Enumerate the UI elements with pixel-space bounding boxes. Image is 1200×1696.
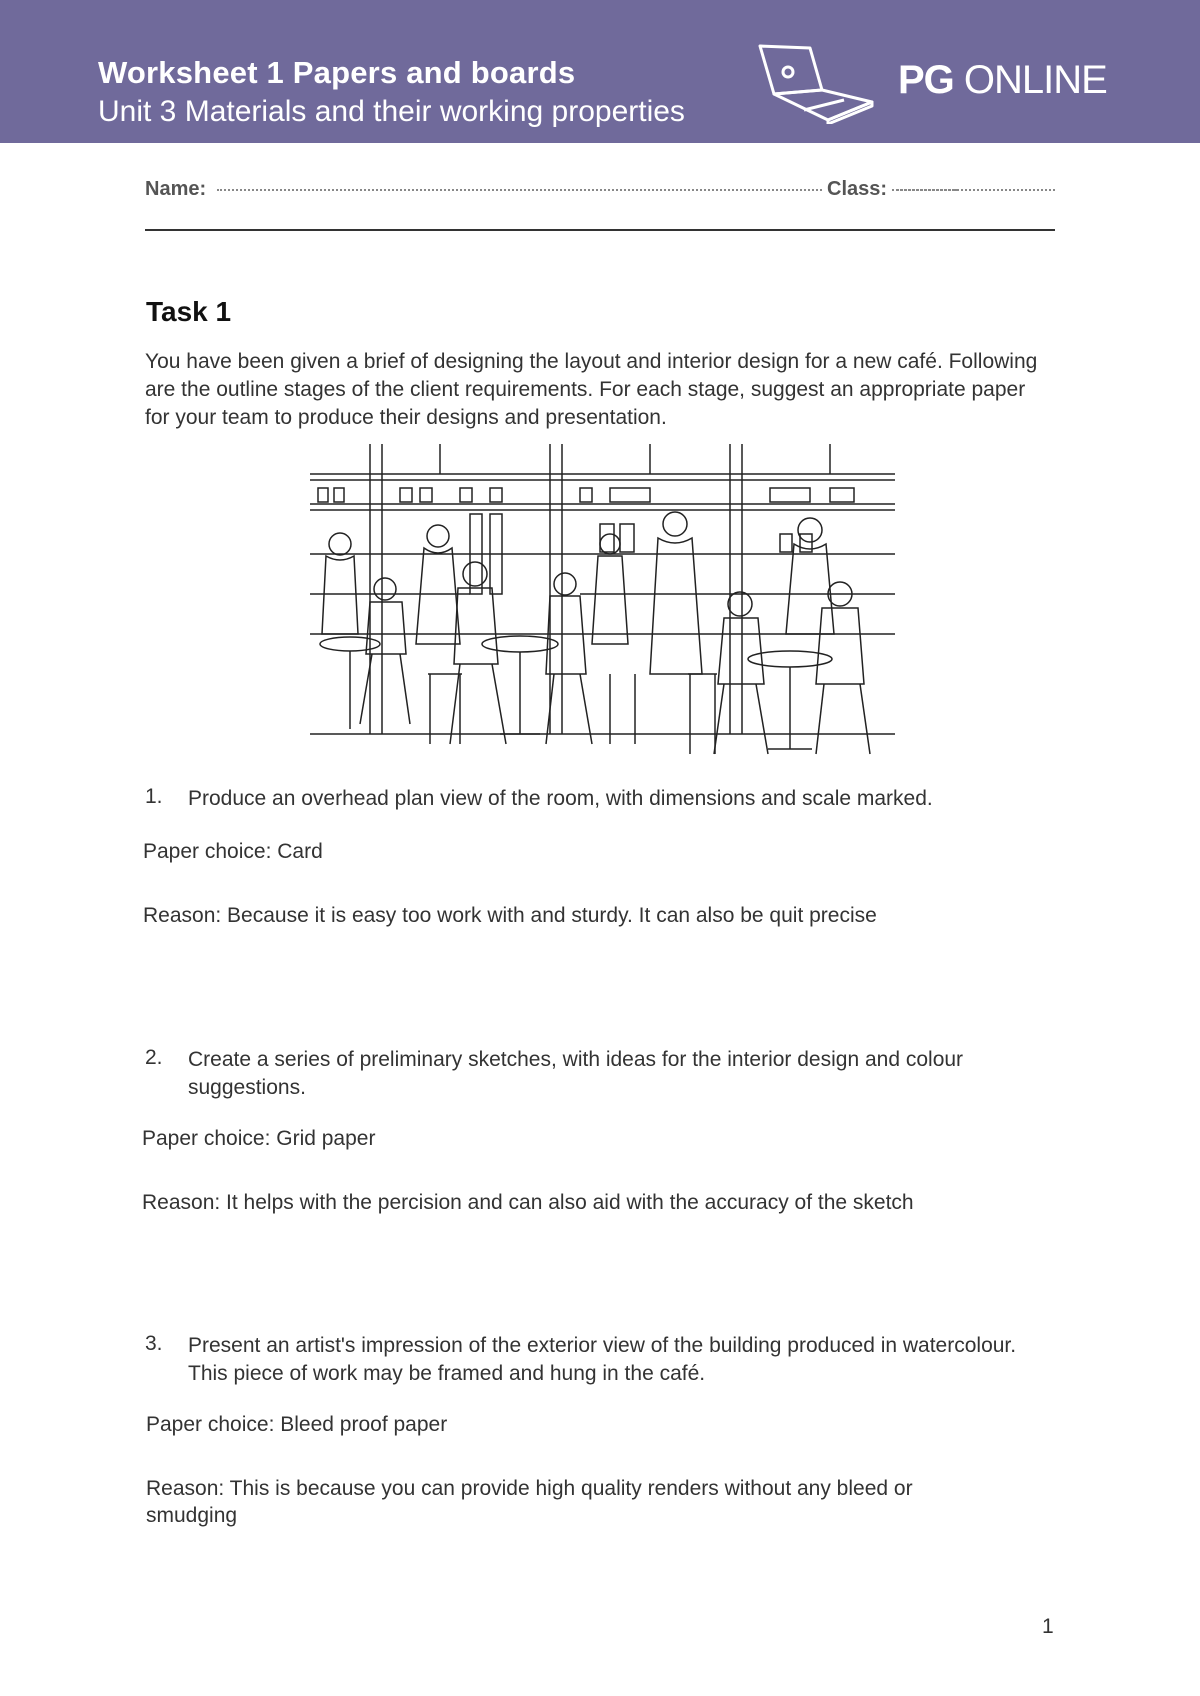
task-heading: Task 1 [146,296,232,327]
page-number: 1 [1042,1615,1054,1638]
worksheet-title: Worksheet 1 Papers and boards [98,55,576,90]
name-label: Name: [145,178,207,200]
question-2-text: Create a series of preliminary sketches, with ideas for the interior design and colour suggestions. [188,1048,964,1099]
question-3-number: 3. [145,1332,163,1355]
question-1-reason: Reason: Because it is easy too work with and sturdy. It can also be quit precise [143,904,877,927]
pg-online-logo: PG ONLINE [898,58,1107,102]
question-3-reason: Reason: This is because you can provide high quality renders without any bleed or smudging [146,1477,913,1527]
class-label: Class: [823,178,891,201]
laptop-icon [752,42,882,124]
cafe-interior-illustration [310,444,895,769]
question-1-number: 1. [145,785,163,808]
worksheet-subtitle: Unit 3 Materials and their working properties [98,95,685,128]
name-class-row [145,178,1055,208]
question-2-reason: Reason: It helps with the percision and can also aid with the accuracy of the sketch [142,1191,914,1214]
question-3-paper-choice: Paper choice: Bleed proof paper [146,1413,448,1436]
header-banner [0,0,1200,143]
question-3-text: Present an artist's impression of the exterior view of the building produced in watercolour. This piece of work may be framed and hung in the café. [188,1334,1017,1385]
question-2-number: 2. [145,1046,163,1069]
class-field[interactable] [897,187,1055,191]
header-divider [145,229,1055,231]
question-2-paper-choice: Paper choice: Grid paper [142,1127,376,1150]
task-intro: You have been given a brief of designing the layout and interior design for a new café. Following are the outline stages of the client requirements. For each stage, suggest an appropriate paper for your team to produce their designs and presentation. [145,350,1038,429]
question-1-paper-choice: Paper choice: Card [143,840,323,863]
question-1-text: Produce an overhead plan view of the room, with dimensions and scale marked. [188,787,933,810]
